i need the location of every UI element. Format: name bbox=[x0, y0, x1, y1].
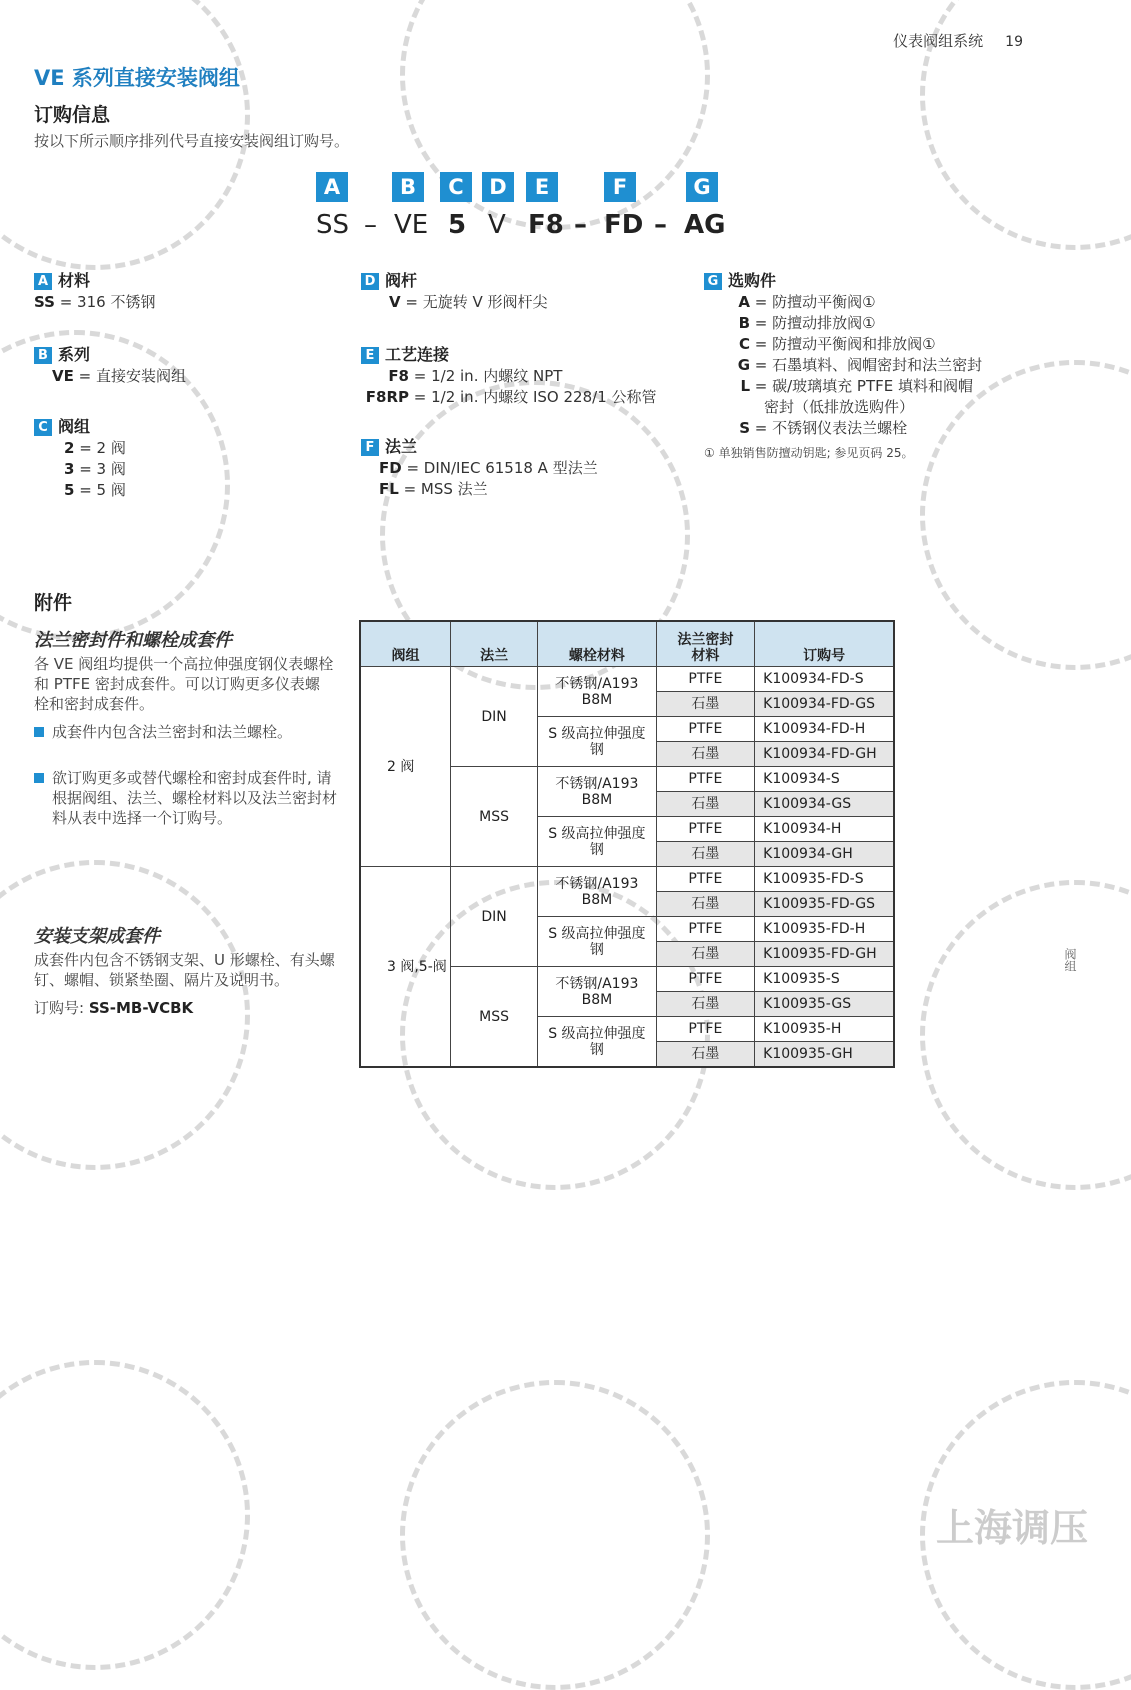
code-dash: – bbox=[654, 210, 667, 240]
section-title bbox=[34, 344, 186, 366]
option-value: = 1/2 in. 内螺纹 NPT bbox=[409, 367, 563, 385]
code-letter: F bbox=[604, 172, 636, 202]
option-value: = DIN/IEC 61518 A 型法兰 bbox=[401, 459, 598, 477]
ordering-heading: 订购信息 bbox=[34, 104, 111, 126]
table-row bbox=[360, 667, 894, 692]
flange-kit-bullet: 成套件内包含法兰密封和法兰螺栓。 bbox=[34, 722, 342, 742]
option-value: = 直接安装阀组 bbox=[73, 367, 186, 385]
order-number-cell: K100934-FD-H bbox=[755, 717, 894, 742]
section-stem bbox=[361, 270, 548, 313]
option-key: G bbox=[737, 356, 750, 374]
order-number-cell: K100935-FD-GH bbox=[755, 942, 894, 967]
flange-kit-description: 各 VE 阀组均提供一个高拉伸强度钢仪表螺栓和 PTFE 密封成套件。可以订购更多仪表螺栓和密封成套件。 bbox=[34, 655, 334, 713]
order-number-cell: K100935-FD-H bbox=[755, 917, 894, 942]
option-line bbox=[704, 334, 982, 355]
bolt-material-cell: 不锈钢/A193 B8M bbox=[538, 967, 656, 1017]
flange-cell: DIN bbox=[450, 667, 537, 767]
option-key: A bbox=[738, 293, 750, 311]
order-number-cell: K100934-GS bbox=[755, 792, 894, 817]
option-value: = 316 不锈钢 bbox=[54, 293, 156, 311]
option-value: = 碳/玻璃填充 PTFE 填料和阀帽 bbox=[750, 377, 974, 395]
page-title: VE 系列直接安装阀组 bbox=[34, 66, 240, 90]
option-line bbox=[361, 292, 548, 313]
section-title-text: 阀杆 bbox=[385, 271, 418, 290]
section-title bbox=[361, 270, 548, 292]
watermark-ring bbox=[920, 880, 1131, 1190]
option-line bbox=[361, 366, 657, 387]
order-label: 订购号: bbox=[34, 999, 89, 1017]
flange-kit-bullet: 欲订购更多或替代螺栓和密封成套件时, 请根据阀组、法兰、螺栓材料以及法兰密封材料从表中选择一个订购号。 bbox=[34, 768, 346, 828]
ordering-intro: 按以下所示顺序排列代号直接安装阀组订购号。 bbox=[34, 132, 350, 150]
accessories-heading: 附件 bbox=[34, 592, 73, 614]
option-footnote: ① 单独销售防擅动钥匙; 参见页码 25。 bbox=[704, 446, 914, 460]
seal-material-cell: PTFE bbox=[656, 917, 755, 942]
section-valve-count bbox=[34, 416, 126, 501]
section-title bbox=[34, 416, 126, 438]
watermark-ring bbox=[0, 1360, 250, 1670]
option-value: 密封（低排放选购件） bbox=[764, 398, 915, 416]
bolt-material-cell: S 级高拉伸强度钢 bbox=[538, 1017, 656, 1068]
option-key: 3 bbox=[64, 460, 75, 478]
option-key: FD bbox=[379, 459, 402, 477]
section-material bbox=[34, 270, 155, 313]
seal-material-cell: 石墨 bbox=[656, 942, 755, 967]
code-dash: – bbox=[574, 210, 587, 240]
option-value: = MSS 法兰 bbox=[398, 480, 488, 498]
column-header: 螺栓材料 bbox=[538, 621, 656, 667]
option-value: = 2 阀 bbox=[74, 439, 126, 457]
code-segment: VE bbox=[394, 210, 429, 240]
code-letter: B bbox=[392, 172, 424, 202]
page-header bbox=[893, 30, 1023, 51]
seal-material-cell: PTFE bbox=[656, 1017, 755, 1042]
code-letter: D bbox=[482, 172, 514, 202]
seal-material-cell: 石墨 bbox=[656, 1042, 755, 1068]
seal-material-cell: PTFE bbox=[656, 817, 755, 842]
order-number-cell: K100935-GH bbox=[755, 1042, 894, 1068]
order-number-cell: K100935-S bbox=[755, 967, 894, 992]
column-header: 法兰 bbox=[450, 621, 537, 667]
section-options bbox=[704, 270, 982, 464]
order-number: SS-MB-VCBK bbox=[88, 999, 194, 1017]
order-number-cell: K100934-S bbox=[755, 767, 894, 792]
ordering-code bbox=[316, 172, 736, 252]
table-body bbox=[360, 667, 894, 1068]
order-number-cell: K100934-GH bbox=[755, 842, 894, 867]
section-badge: C bbox=[34, 419, 52, 436]
option-value: = 防擅动平衡阀① bbox=[750, 293, 876, 311]
option-value: = 5 阀 bbox=[74, 481, 126, 499]
seal-material-cell: 石墨 bbox=[656, 792, 755, 817]
column-header: 订购号 bbox=[755, 621, 894, 667]
section-badge: F bbox=[361, 439, 379, 456]
seal-material-cell: 石墨 bbox=[656, 692, 755, 717]
option-line bbox=[361, 458, 598, 479]
order-number-cell: K100934-FD-GH bbox=[755, 742, 894, 767]
option-value: = 防擅动排放阀① bbox=[750, 314, 876, 332]
option-key: C bbox=[738, 335, 750, 353]
accessory-table bbox=[359, 620, 895, 1068]
option-value: = 不锈钢仪表法兰螺栓 bbox=[750, 419, 908, 437]
order-number-cell: K100935-GS bbox=[755, 992, 894, 1017]
section-badge: D bbox=[361, 273, 379, 290]
seal-material-cell: 石墨 bbox=[656, 742, 755, 767]
valve-group-cell: 2 阀 bbox=[360, 667, 450, 867]
option-value: = 防擅动平衡阀和排放阀① bbox=[750, 335, 936, 353]
section-title-text: 材料 bbox=[58, 271, 91, 290]
option-value: = 1/2 in. 内螺纹 ISO 228/1 公称管 bbox=[409, 388, 657, 406]
seal-material-cell: 石墨 bbox=[656, 892, 755, 917]
order-number-cell: K100934-FD-GS bbox=[755, 692, 894, 717]
column-header-line: 法兰密封 bbox=[677, 632, 734, 648]
watermark-ring bbox=[400, 1380, 710, 1690]
bracket-kit-description: 成套件内包含不锈钢支架、U 形螺栓、有头螺钉、螺帽、锁紧垫圈、隔片及说明书。 bbox=[34, 951, 335, 989]
seal-material-cell: 石墨 bbox=[656, 842, 755, 867]
option-line bbox=[34, 480, 126, 501]
flange-cell: MSS bbox=[450, 767, 537, 867]
option-key: B bbox=[738, 314, 750, 332]
seal-material-cell: PTFE bbox=[656, 767, 755, 792]
option-line bbox=[34, 459, 126, 480]
section-badge: A bbox=[34, 273, 52, 290]
valve-group-cell: 3 阀,5-阀 bbox=[360, 867, 450, 1068]
code-segment: V bbox=[488, 210, 506, 240]
code-segment: 5 bbox=[448, 210, 467, 240]
option-line bbox=[34, 292, 155, 313]
section-title-text: 工艺连接 bbox=[385, 345, 450, 364]
option-key: S bbox=[739, 419, 750, 437]
section-flange bbox=[361, 436, 598, 500]
seal-material-cell: PTFE bbox=[656, 867, 755, 892]
option-key: F8 bbox=[388, 367, 409, 385]
side-tab: 阀组 bbox=[1063, 948, 1077, 972]
bolt-material-cell: 不锈钢/A193 B8M bbox=[538, 767, 656, 817]
option-value: = 石墨填料、阀帽密封和法兰密封 bbox=[750, 356, 983, 374]
column-header: 阀组 bbox=[360, 621, 450, 667]
table-row bbox=[360, 867, 894, 892]
seal-material-cell: PTFE bbox=[656, 967, 755, 992]
corner-watermark-text: 上海调压 bbox=[936, 1506, 1089, 1550]
order-number-cell: K100935-FD-GS bbox=[755, 892, 894, 917]
seal-material-cell: 石墨 bbox=[656, 992, 755, 1017]
option-line bbox=[34, 366, 186, 387]
section-title bbox=[34, 270, 155, 292]
section-title-text: 选购件 bbox=[728, 271, 777, 290]
code-letter: A bbox=[316, 172, 348, 202]
option-key: 2 bbox=[64, 439, 75, 457]
option-key: V bbox=[389, 293, 401, 311]
flange-cell: MSS bbox=[450, 967, 537, 1068]
section-badge: E bbox=[361, 347, 379, 364]
option-line bbox=[704, 313, 982, 334]
order-number-cell: K100935-H bbox=[755, 1017, 894, 1042]
option-key: FL bbox=[379, 480, 399, 498]
option-key: F8RP bbox=[365, 388, 409, 406]
section-name: 仪表阀组系统 bbox=[893, 32, 984, 50]
order-number-cell: K100934-H bbox=[755, 817, 894, 842]
flange-kit-title: 法兰密封件和螺栓成套件 bbox=[34, 630, 232, 651]
column-header bbox=[656, 621, 755, 667]
section-title bbox=[704, 270, 982, 292]
order-number-cell: K100935-FD-S bbox=[755, 867, 894, 892]
bracket-kit-order bbox=[34, 997, 193, 1018]
section-title-text: 系列 bbox=[58, 345, 91, 364]
flange-cell: DIN bbox=[450, 867, 537, 967]
option-value: = 无旋转 V 形阀杆尖 bbox=[400, 293, 548, 311]
code-letter: E bbox=[526, 172, 558, 202]
code-letter: G bbox=[686, 172, 718, 202]
section-title bbox=[361, 344, 657, 366]
bolt-material-cell: S 级高拉伸强度钢 bbox=[538, 917, 656, 967]
section-series bbox=[34, 344, 186, 387]
option-line bbox=[704, 376, 982, 397]
bolt-material-cell: 不锈钢/A193 B8M bbox=[538, 667, 656, 717]
bracket-kit-title: 安装支架成套件 bbox=[34, 926, 160, 947]
option-line bbox=[704, 418, 982, 439]
code-segment: F8 bbox=[528, 210, 564, 240]
section-badge: B bbox=[34, 347, 52, 364]
bolt-material-cell: S 级高拉伸强度钢 bbox=[538, 717, 656, 767]
section-title bbox=[361, 436, 598, 458]
code-segment: AG bbox=[684, 210, 726, 240]
section-title-text: 阀组 bbox=[58, 417, 91, 436]
option-line bbox=[361, 479, 598, 500]
section-process-connection bbox=[361, 344, 657, 408]
code-dash: – bbox=[364, 210, 377, 240]
page-number: 19 bbox=[1005, 34, 1023, 50]
option-key: L bbox=[740, 377, 750, 395]
section-title-text: 法兰 bbox=[385, 437, 418, 456]
option-value: = 3 阀 bbox=[74, 460, 126, 478]
option-line bbox=[704, 292, 982, 313]
option-line bbox=[361, 387, 657, 408]
code-segment: SS bbox=[316, 210, 350, 240]
table-header-row bbox=[360, 621, 894, 667]
section-badge: G bbox=[704, 273, 722, 290]
code-segment: FD bbox=[604, 210, 644, 240]
bolt-material-cell: S 级高拉伸强度钢 bbox=[538, 817, 656, 867]
seal-material-cell: PTFE bbox=[656, 717, 755, 742]
column-header-line: 材料 bbox=[691, 648, 720, 664]
option-key: VE bbox=[52, 367, 74, 385]
bolt-material-cell: 不锈钢/A193 B8M bbox=[538, 867, 656, 917]
code-letter: C bbox=[440, 172, 472, 202]
order-number-cell: K100934-FD-S bbox=[755, 667, 894, 692]
seal-material-cell: PTFE bbox=[656, 667, 755, 692]
option-line bbox=[34, 438, 126, 459]
option-key: 5 bbox=[64, 481, 75, 499]
option-key: SS bbox=[34, 293, 55, 311]
option-line bbox=[704, 355, 982, 376]
option-line bbox=[704, 397, 982, 418]
